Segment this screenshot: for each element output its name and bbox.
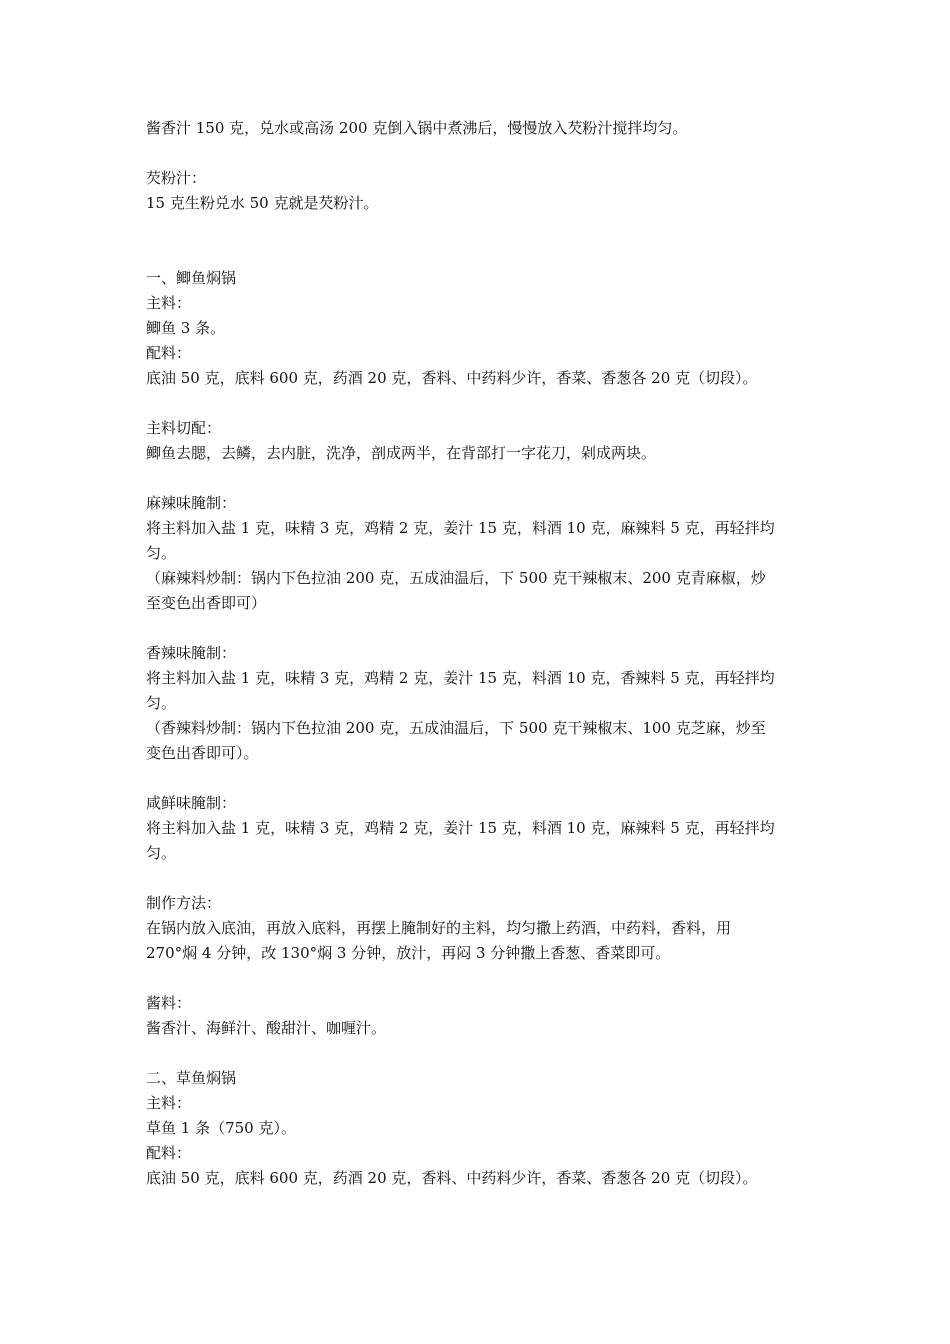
recipe-title: 二、草鱼焖锅 [146, 1069, 237, 1087]
section-heading: 制作方法： [146, 894, 222, 912]
recipe-title: 一、鲫鱼焖锅 [146, 269, 237, 287]
section-heading: 主料： [146, 1094, 192, 1112]
text-line: 匀。 [146, 844, 177, 862]
spacer [146, 466, 811, 491]
section-heading: 配料： [146, 344, 192, 362]
spacer [146, 1041, 811, 1066]
text-line: 底油 50 克，底料 600 克，药酒 20 克，香料、中药料少许，香菜、香葱各 20 克（切段）。 [146, 369, 758, 387]
spacer [146, 616, 811, 641]
text-line: 至变色出香即可） [146, 594, 267, 612]
text-line: 草鱼 1 条（750 克）。 [146, 1119, 296, 1137]
text-line: 15 克生粉兑水 50 克就是芡粉汁。 [146, 194, 379, 212]
text-line: 酱香汁、海鲜汁、酸甜汁、咖喱汁。 [146, 1019, 387, 1037]
text-line: （香辣料炒制：锅内下色拉油 200 克，五成油温后，下 500 克干辣椒末、100 克芝麻，炒至 [146, 719, 766, 737]
text-line: 匀。 [146, 544, 177, 562]
text-line: 底油 50 克，底料 600 克，药酒 20 克，香料、中药料少许，香菜、香葱各 20 克（切段）。 [146, 1169, 758, 1187]
section-heading: 麻辣味腌制： [146, 494, 237, 512]
document-page [146, 116, 811, 1191]
text-line: 匀。 [146, 694, 177, 712]
section-heading: 主料切配： [146, 419, 222, 437]
text-line: 酱香汁 150 克，兑水或高汤 200 克倒入锅中煮沸后，慢慢放入芡粉汁搅拌均匀。 [146, 119, 688, 137]
spacer [146, 216, 811, 266]
spacer [146, 966, 811, 991]
spacer [146, 766, 811, 791]
text-line: 将主料加入盐 1 克，味精 3 克，鸡精 2 克，姜汁 15 克，料酒 10 克，香辣料 5 克，再轻拌均 [146, 669, 775, 687]
text-line: 270°焖 4 分钟，改 130°焖 3 分钟，放汁，再闷 3 分钟撒上香葱、香菜即可。 [146, 944, 671, 962]
spacer [146, 391, 811, 416]
text-line: 将主料加入盐 1 克，味精 3 克，鸡精 2 克，姜汁 15 克，料酒 10 克，麻辣料 5 克，再轻拌均 [146, 519, 775, 537]
section-heading: 酱料： [146, 994, 192, 1012]
section-heading: 配料： [146, 1144, 192, 1162]
text-line: 变色出香即可）。 [146, 744, 259, 762]
section-heading: 主料： [146, 294, 192, 312]
text-line: 鲫鱼去腮，去鳞，去内脏，洗净，剖成两半，在背部打一字花刀，剁成两块。 [146, 444, 657, 462]
text-line: 将主料加入盐 1 克，味精 3 克，鸡精 2 克，姜汁 15 克，料酒 10 克，麻辣料 5 克，再轻拌均 [146, 819, 775, 837]
section-heading: 咸鲜味腌制： [146, 794, 237, 812]
section-heading: 芡粉汁： [146, 169, 207, 187]
text-line: 鲫鱼 3 条。 [146, 319, 226, 337]
text-line: （麻辣料炒制：锅内下色拉油 200 克，五成油温后，下 500 克干辣椒末、200 克青麻椒，炒 [146, 569, 766, 587]
text-line: 在锅内放入底油，再放入底料，再摆上腌制好的主料，均匀撒上药酒，中药料，香料，用 [146, 919, 732, 937]
spacer [146, 866, 811, 891]
section-heading: 香辣味腌制： [146, 644, 237, 662]
spacer [146, 141, 811, 166]
